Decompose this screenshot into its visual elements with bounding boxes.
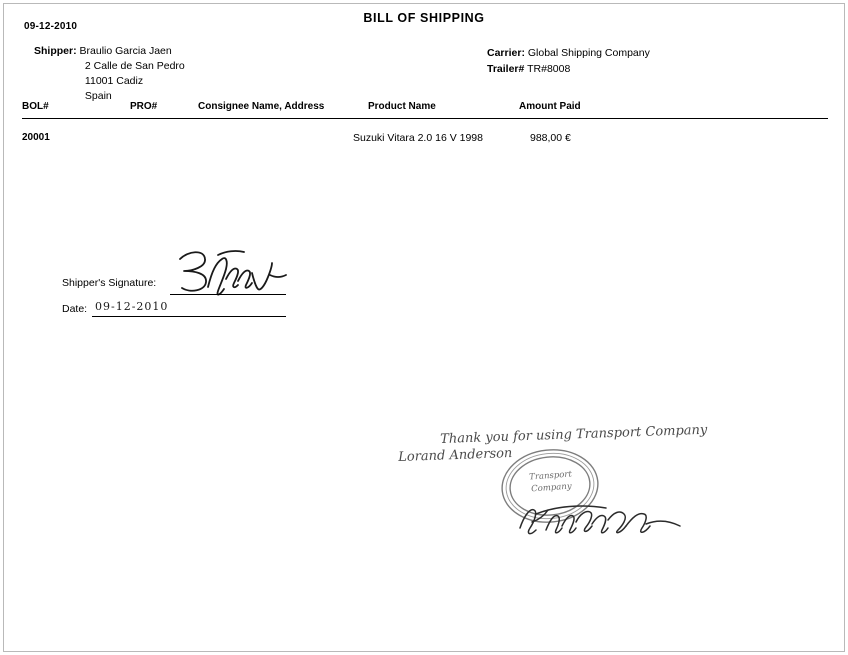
shipper-signature-line [170,294,286,295]
carrier-trailer-row [487,61,650,77]
date-label: Date: [62,303,88,315]
document-date: 09-12-2010 [24,21,78,32]
cell-bol: 20001 [22,132,50,143]
table-row [22,132,828,148]
thank-you-note: Thank you for using Transport Company [440,422,708,447]
column-header-pro: PRO# [130,101,158,112]
stamp-line-2: Company [530,481,572,495]
trailer-label: Trailer# [487,63,525,75]
date-value: 09-12-2010 [95,300,169,313]
shipper-address-row-1 [34,59,185,74]
stamp-line-1: Transport [528,469,573,483]
shipper-signature-label: Shipper's Signature: [62,277,157,289]
shipper-address-line1: 2 Calle de San Pedro [84,60,185,72]
shipper-country: Spain [84,90,112,102]
carrier-name-row [487,45,650,61]
carrier-name: Global Shipping Company [527,47,650,59]
shipper-name: Braulio Garcia Jaen [79,45,172,57]
column-header-product: Product Name [368,101,436,112]
shipper-address-line2: 11001 Cadiz [84,75,144,87]
carrier-label: Carrier: [487,47,525,59]
column-header-bol: BOL# [22,101,49,112]
column-header-amount: Amount Paid [519,101,581,112]
cell-product: Suzuki Vitara 2.0 16 V 1998 [353,132,483,144]
shipper-block [34,44,185,104]
date-line [92,316,286,317]
stamp-text [515,468,587,497]
shipper-label: Shipper: [34,45,77,57]
trailer-number: TR#8008 [527,63,571,75]
shipper-name-row [34,44,185,59]
table-header-rule [22,118,828,119]
shipper-country-row [34,89,185,104]
column-header-consignee: Consignee Name, Address [198,101,325,112]
agent-handwritten-signature [516,500,686,542]
signer-name: Lorand Anderson [398,446,513,465]
page-title: BILL OF SHIPPING [363,11,485,25]
carrier-block [487,45,650,77]
shipper-address-row-2 [34,74,185,89]
cell-amount: 988,00 € [530,132,571,144]
